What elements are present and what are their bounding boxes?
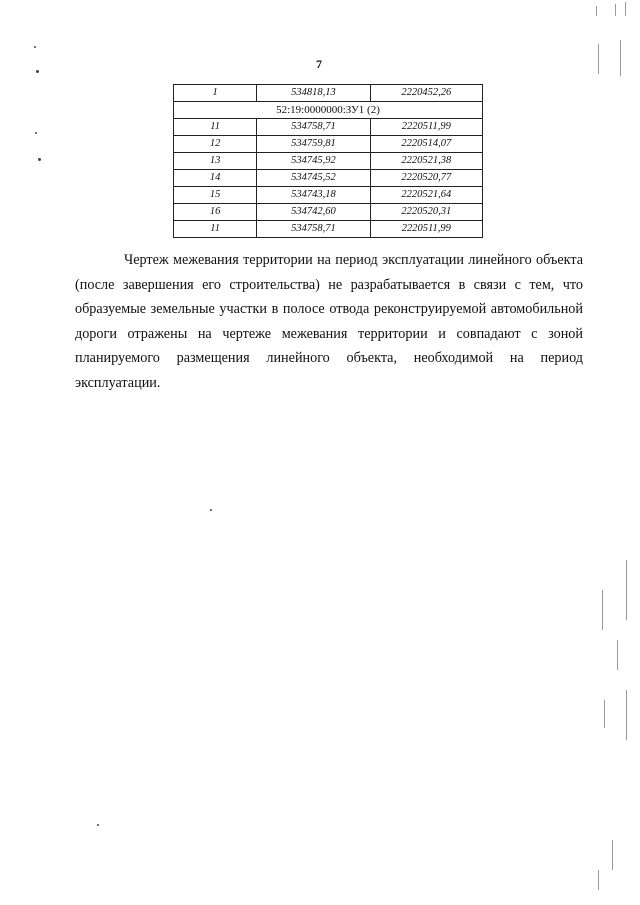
coordinates-table	[173, 84, 483, 238]
scan-edge-mark	[598, 44, 599, 74]
x-coordinate-cell: 534742,60	[257, 204, 370, 221]
point-number-cell: 13	[174, 153, 257, 170]
scan-edge-mark	[617, 640, 618, 670]
table-row	[174, 170, 483, 187]
y-coordinate-cell: 2220521,38	[370, 153, 482, 170]
y-coordinate-cell: 2220514,07	[370, 136, 482, 153]
y-coordinate-cell: 2220511,99	[370, 119, 482, 136]
point-number-cell: 1	[174, 85, 257, 102]
page-number: 7	[316, 57, 322, 71]
point-number-cell: 11	[174, 119, 257, 136]
scan-edge-mark	[626, 690, 627, 740]
table-row	[174, 204, 483, 221]
point-number-cell: 11	[174, 221, 257, 238]
table-row	[174, 119, 483, 136]
scan-edge-mark	[615, 4, 616, 16]
scan-edge-mark	[602, 590, 603, 630]
y-coordinate-cell: 2220511,99	[370, 221, 482, 238]
y-coordinate-cell: 2220520,31	[370, 204, 482, 221]
scan-speck	[36, 70, 39, 73]
body-paragraph: Чертеж межевания территории на период эксплуатации линейного объекта (после завершения его строительства) не разрабатывается в связи с тем, что образуемые земельные участки в полосе отвода реконструируемой автомобильной дороги отражены на чертеже межевания территории и совпадают с зоной планируемого размещения линейного объекта, необходимой на период эксплуатации.	[75, 252, 583, 391]
y-coordinate-cell: 2220521,64	[370, 187, 482, 204]
scan-speck	[34, 46, 36, 48]
table-section-row	[174, 102, 483, 119]
table-row	[174, 187, 483, 204]
parcel-id-cell: 52:19:0000000:ЗУ1 (2)	[174, 102, 483, 119]
scan-edge-mark	[625, 2, 626, 16]
point-number-cell: 15	[174, 187, 257, 204]
point-number-cell: 16	[174, 204, 257, 221]
table-row	[174, 221, 483, 238]
scan-speck	[35, 132, 37, 134]
x-coordinate-cell: 534745,52	[257, 170, 370, 187]
scan-speck	[97, 824, 99, 826]
table-row	[174, 136, 483, 153]
scan-edge-mark	[620, 40, 621, 76]
y-coordinate-cell: 2220452,26	[370, 85, 482, 102]
x-coordinate-cell: 534759,81	[257, 136, 370, 153]
scan-edge-mark	[604, 700, 605, 728]
y-coordinate-cell: 2220520,77	[370, 170, 482, 187]
table-row	[174, 153, 483, 170]
x-coordinate-cell: 534743,18	[257, 187, 370, 204]
scan-edge-mark	[598, 870, 599, 890]
scan-speck	[38, 158, 41, 161]
x-coordinate-cell: 534758,71	[257, 221, 370, 238]
x-coordinate-cell: 534745,92	[257, 153, 370, 170]
x-coordinate-cell: 534818,13	[257, 85, 370, 102]
scan-edge-mark	[612, 840, 613, 870]
x-coordinate-cell: 534758,71	[257, 119, 370, 136]
scan-edge-mark	[626, 560, 627, 620]
table-row	[174, 85, 483, 102]
scan-edge-mark	[596, 6, 597, 16]
point-number-cell: 12	[174, 136, 257, 153]
point-number-cell: 14	[174, 170, 257, 187]
scan-speck	[210, 509, 212, 511]
